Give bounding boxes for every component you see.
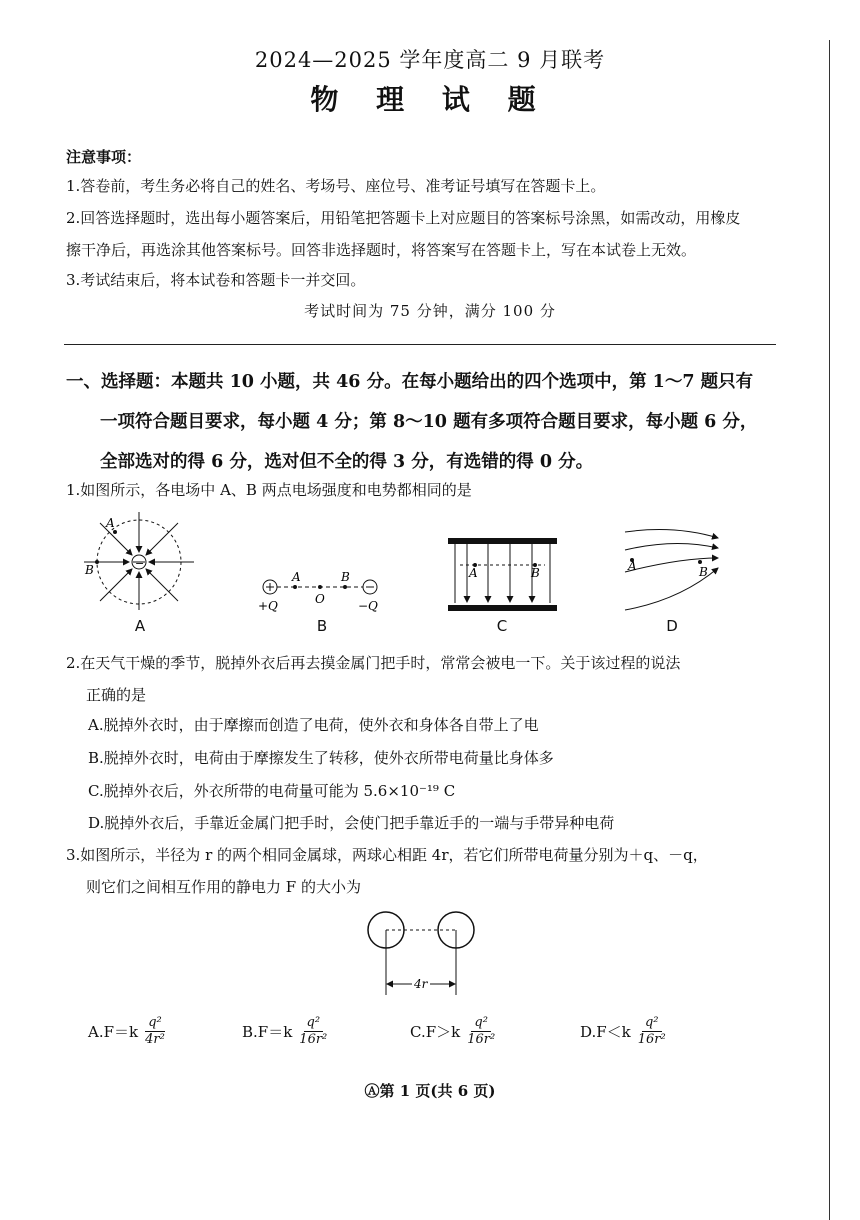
notice-item-2: 2.回答选择题时，选出每小题答案后，用铅笔把答题卡上对应题目的答案标号涂黑，如需改动，用橡皮 — [66, 209, 741, 227]
fig-b-point-b: B — [341, 570, 350, 584]
q2-option-a: A.脱掉外衣时，由于摩擦而创造了电荷，使外衣和身体各自带上了电 — [88, 716, 539, 734]
q3-option-c — [410, 1015, 498, 1048]
q1-figure-a — [82, 510, 197, 610]
section-line-1: 一、选择题：本题共 10 小题，共 46 分。在每小题给出的四个选项中，第 1～7 题只有 — [66, 372, 754, 392]
q3-option-d-num: q² — [642, 1015, 662, 1032]
page-footer: Ⓐ第 1 页(共 6 页) — [364, 1082, 496, 1100]
q3-option-c-num: q² — [471, 1015, 491, 1032]
q3-option-c-den: 16r² — [467, 1032, 496, 1047]
q1-label-d: D — [666, 617, 678, 635]
q3-option-b-num: q² — [304, 1015, 324, 1032]
q1-figure-b — [255, 565, 390, 615]
q3-option-b-den: 16r² — [299, 1032, 328, 1047]
section-line-2: 一项符合题目要求，每小题 4 分；第 8～10 题有多项符合题目要求，每小题 6 分， — [100, 412, 758, 432]
q1-figure-c — [445, 535, 560, 615]
q1-label-a: A — [134, 617, 146, 635]
q3-option-a-prefix: A.F＝k — [88, 1023, 139, 1041]
exam-time: 考试时间为 75 分钟，满分 100 分 — [304, 302, 556, 320]
notice-heading: 注意事项： — [66, 148, 142, 166]
fig-b-point-o: O — [315, 592, 325, 606]
fig-d-point-b: B — [699, 565, 708, 579]
q2-option-b: B.脱掉外衣时，电荷由于摩擦发生了转移，使外衣所带电荷量比身体多 — [88, 749, 554, 767]
page-edge-line — [829, 40, 830, 1220]
q1-label-b: B — [316, 617, 328, 635]
fig-a-point-a: A — [106, 516, 115, 530]
q3-stem-1: 3.如图所示，半径为 r 的两个相同金属球，两球心相距 4r，若它们所带电荷量分别为＋q、－q， — [66, 846, 708, 864]
notice-item-1: 1.答卷前，考生务必将自己的姓名、考场号、座位号、准考证号填写在答题卡上。 — [66, 177, 606, 195]
q3-option-d — [580, 1015, 669, 1048]
q3-option-d-den: 16r² — [637, 1032, 666, 1047]
q2-option-c: C.脱掉外衣后，外衣所带的电荷量可能为 5.6×10⁻¹⁹ C — [88, 782, 456, 800]
fig-c-point-a: A — [469, 566, 478, 580]
q3-stem-2: 则它们之间相互作用的静电力 F 的大小为 — [86, 878, 361, 896]
q1-figure-d — [620, 520, 730, 615]
fig-b-plus-q: +Q — [258, 599, 278, 613]
fig-b-point-a: A — [292, 570, 301, 584]
fig-a-charge-sign: − — [135, 557, 145, 570]
q3-option-a-num: q² — [145, 1015, 165, 1032]
section-heading — [66, 362, 776, 482]
q2-stem-2: 正确的是 — [86, 686, 147, 704]
section-line-3: 全部选对的得 6 分，选对但不全的得 3 分，有选错的得 0 分。 — [100, 452, 594, 472]
q3-option-b — [242, 1015, 330, 1048]
divider — [64, 344, 776, 345]
q3-option-d-prefix: D.F＜k — [580, 1023, 631, 1041]
q3-option-a-den: 4r² — [145, 1032, 165, 1047]
fig-a-point-b: B — [85, 563, 94, 577]
exam-title: 2024—2025 学年度高二 9 月联考 — [254, 48, 606, 72]
q3-distance-label: 4r — [414, 977, 428, 991]
q3-option-b-prefix: B.F＝k — [242, 1023, 293, 1041]
q3-option-a — [88, 1015, 168, 1048]
notice-item-3: 3.考试结束后，将本试卷和答题卡一并交回。 — [66, 271, 366, 289]
fig-b-minus-q: −Q — [358, 599, 378, 613]
fig-d-point-a: A — [628, 559, 637, 573]
notice-item-2-cont: 擦干净后，再选涂其他答案标号。回答非选择题时，将答案写在答题卡上，写在本试卷上无效。 — [66, 241, 697, 259]
fig-c-point-b: B — [531, 566, 540, 580]
q3-option-c-prefix: C.F＞k — [410, 1023, 461, 1041]
q1-stem: 1.如图所示，各电场中 A、B 两点电场强度和电势都相同的是 — [66, 481, 472, 499]
q1-label-c: C — [496, 617, 508, 635]
subject-title: 物 理 试 题 — [310, 83, 550, 116]
q3-figure — [362, 905, 477, 1000]
q2-option-d: D.脱掉外衣后，手靠近金属门把手时，会使门把手靠近手的一端与手带异种电荷 — [88, 814, 615, 832]
q2-stem-1: 2.在天气干燥的季节，脱掉外衣后再去摸金属门把手时，常常会被电一下。关于该过程的说法 — [66, 654, 681, 672]
